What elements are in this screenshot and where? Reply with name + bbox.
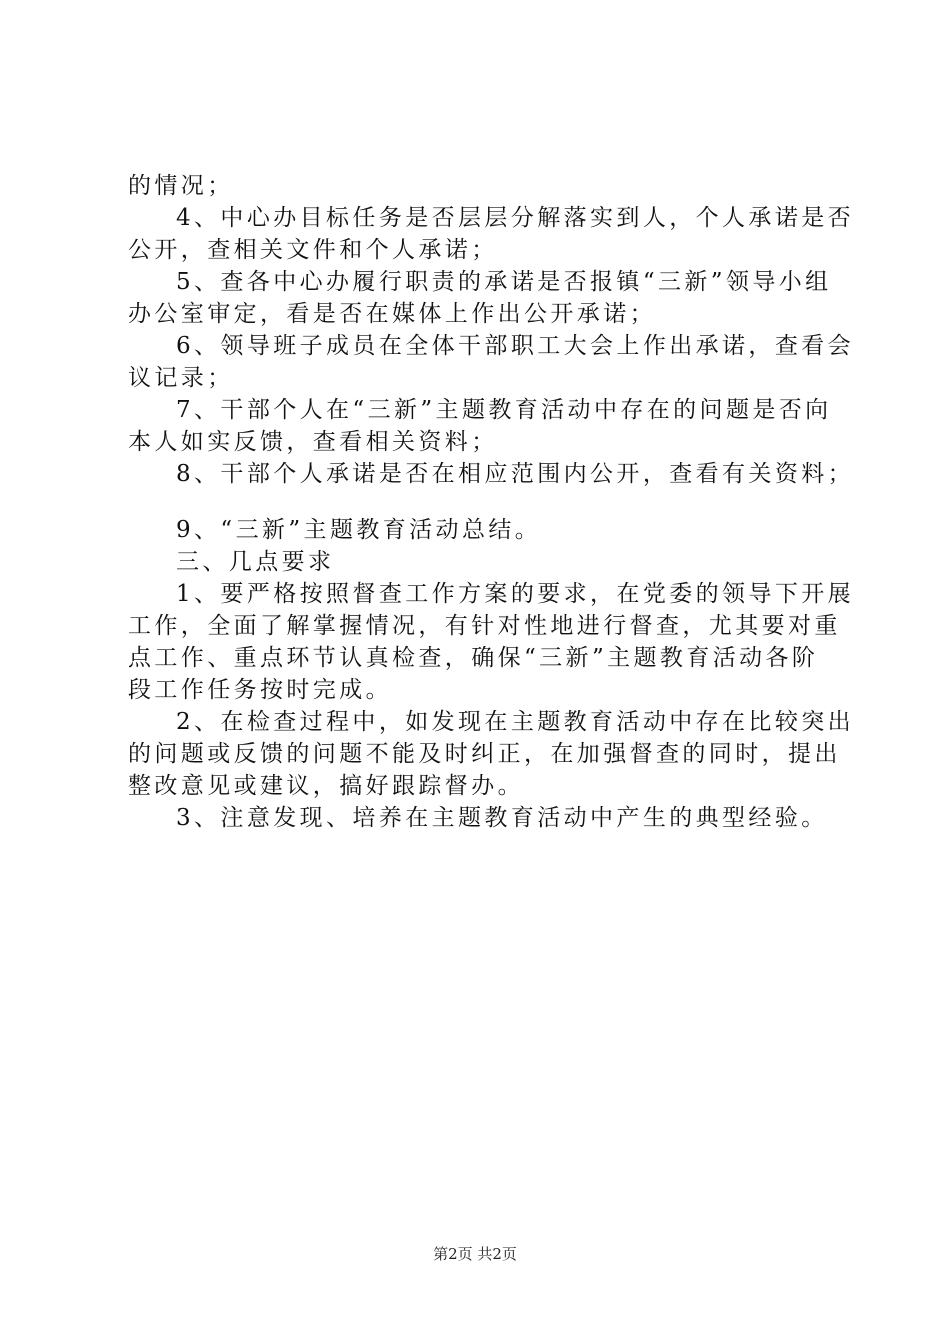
text-line: 3、注意发现、培养在主题教育活动中产生的典型经验。	[176, 805, 828, 831]
section-title: 三、几点要求	[176, 549, 335, 575]
text-line: 本人如实反馈，查看相关资料；	[128, 429, 498, 455]
text-line: 公开，查相关文件和个人承诺；	[128, 237, 498, 263]
text-line: 5、查各中心办履行职责的承诺是否报镇“三新”领导小组	[176, 269, 832, 295]
paragraph-item-8	[128, 458, 855, 490]
requirement-item-2	[128, 706, 855, 802]
paragraph-continuation	[128, 170, 832, 202]
text-line: 4、中心办目标任务是否层层分解落实到人，个人承诺是否	[176, 205, 855, 231]
text-line: 7、干部个人在“三新”主题教育活动中存在的问题是否向	[176, 397, 832, 423]
text-line: 工作，全面了解掌握情况，有针对性地进行督查，尤其要对重	[128, 613, 841, 639]
requirement-item-1	[128, 578, 855, 706]
text-line: 段工作任务按时完成。	[128, 677, 392, 703]
requirement-item-3	[128, 802, 832, 834]
text-line: 1、要严格按照督查工作方案的要求，在党委的领导下开展	[176, 581, 855, 607]
text-line: 6、领导班子成员在全体干部职工大会上作出承诺，查看会	[176, 333, 855, 359]
paragraph-item-6	[128, 330, 855, 394]
text-line: 点工作、重点环节认真检查，确保“三新”主题教育活动各阶	[128, 645, 819, 671]
text-line: 办公室审定，看是否在媒体上作出公开承诺；	[128, 301, 656, 327]
text-line: 9、“三新”主题教育活动总结。	[176, 517, 542, 543]
text-line: 2、在检查过程中，如发现在主题教育活动中存在比较突出	[176, 709, 855, 735]
paragraph-item-7	[128, 394, 832, 458]
page-number-footer: 第2页 共2页	[433, 1245, 517, 1263]
paragraph-item-9	[128, 514, 832, 546]
text-line: 整改意见或建议，搞好跟踪督办。	[128, 773, 524, 799]
text-line: 议记录；	[128, 365, 234, 391]
section-heading	[128, 546, 832, 578]
paragraph-item-4	[128, 202, 855, 266]
text-line: 的问题或反馈的问题不能及时纠正，在加强督查的同时，提出	[128, 741, 841, 767]
paragraph-item-5	[128, 266, 832, 330]
document-body	[128, 170, 855, 834]
text-line: 8、干部个人承诺是否在相应范围内公开，查看有关资料；	[176, 461, 855, 487]
paragraph-gap	[128, 490, 832, 514]
text-line: 的情况；	[128, 173, 234, 199]
